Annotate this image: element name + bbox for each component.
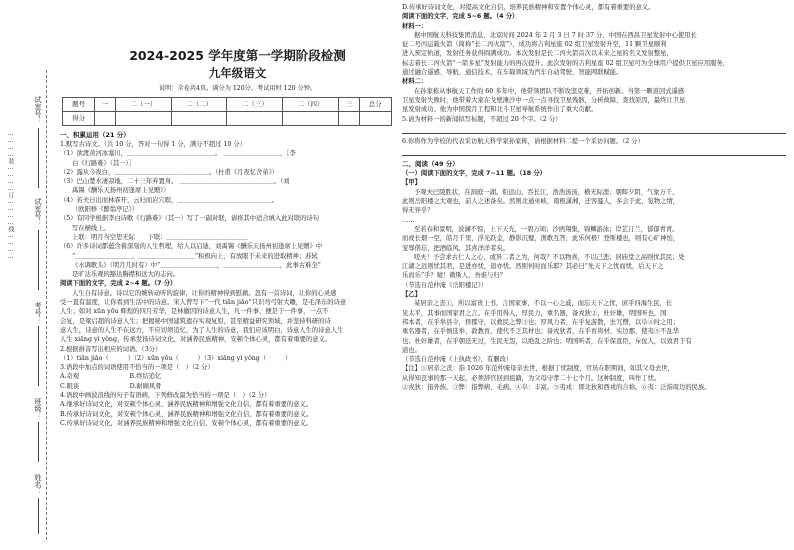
score-header-cell: 二（一）	[116, 98, 172, 112]
score-row-label: 得分	[63, 112, 95, 126]
answer-line[interactable]	[402, 148, 786, 156]
text-line: 据中国航天科技集团消息，北京时间 2024 年 2 月 3 日 7 时 37 分，中国在西昌卫星发射中心使用长	[414, 31, 697, 39]
text-line: （5）有同学根据李白诗歌《行路难》（其一）写了一副对联，请将其中适合填入此对联的诗句	[60, 215, 320, 223]
text-line: 在孙家栋从事航天工作的 60 多年中，他带领团队不断攻坚克难，开拓创新。当第一颗返回式遥感	[414, 87, 685, 95]
bind-rule	[38, 326, 39, 386]
bind-field-name: 姓名：	[34, 474, 42, 495]
binding-note: …………装…………订…………线…………	[7, 130, 14, 260]
text-line: 某居亲之丧①，所以富贵上书，言国家事，不以一心之戚，而忘天下之忧，庶乎四海生民，长	[414, 300, 673, 308]
score-table-score-row	[63, 112, 392, 126]
bind-rule	[38, 498, 39, 534]
section-heading: 一、积累运用（21 分）	[60, 131, 130, 139]
text-line: 3.语段中加点的词语使用不恰当的一项是（ ）（2 分）	[60, 364, 214, 372]
text-line: （节选自范仲淹《上执政书》，有删改）	[402, 356, 513, 364]
text-line: 征二号丙运载火箭（简称“长二丙火箭”），成功将吉利星座 02 组卫星发射升空，11 颗卫星顺利	[402, 41, 667, 49]
score-header-cell: 题号	[63, 98, 95, 112]
text-line: D.传承好诗词文化，对提高文化自信，培养民族精神和安置个体心灵，都有着重要的意义。	[402, 4, 655, 11]
score-entry-cell[interactable]	[171, 112, 227, 126]
text-line: （6）许多诗词都蕴含着深刻的人生哲理，给人以启迪，刘禹锡《酬乐天扬州初逢席上见赠》中	[60, 243, 323, 251]
score-entry-cell[interactable]	[95, 112, 116, 126]
question-heading: 阅读下面的文字，完成 5~6 题。（4 分）	[402, 13, 519, 21]
score-table-header-row	[63, 98, 392, 112]
text-line: 白《行路难》（其一）］	[72, 159, 135, 167]
question-heading: 材料一：	[402, 22, 428, 30]
bind-rule	[38, 230, 39, 290]
text-line: （3）巴山楚水凄凉地，二十三年弃置身。 ＿＿＿＿＿＿＿＿＿＿＿＿＿＿＿。（刘	[60, 178, 290, 186]
text-line: 【注】①居亲之丧：指 1026 年范仲淹母亲去世，根据丁忧制度，官员在职期间，如其父母去世，	[402, 365, 674, 373]
score-entry-cell[interactable]	[338, 112, 359, 126]
text-line: 是旷达乐观的豁达胸襟和远大的志向。	[72, 271, 180, 279]
text-line: 禹锡《酬乐天扬州初逢席上见赠》）	[72, 187, 170, 195]
text-line: （节选自范仲淹《岳阳楼记》）	[402, 281, 488, 289]
score-entry-cell[interactable]	[283, 112, 339, 126]
section-heading: 二、阅读（49 分）	[402, 160, 459, 169]
bind-field-room-2: 试室号：	[34, 198, 42, 226]
text-line: A.奇观 B.终结追忆	[60, 373, 162, 381]
question-heading: 【甲】	[402, 179, 421, 187]
text-line: 通过融合遥感、导航、通信技术，在车载领域为汽车自动驾驶、智能网联赋能。	[402, 69, 623, 77]
question-heading: 阅读下面的文字，完成 2~4 题。（7 分）	[60, 280, 177, 288]
text-line: 1.默写古诗文。（共 10 分，答对一句得 1 分，满分不超过 10 分）	[60, 141, 247, 148]
text-line: 会复，是梁启超的诗意人生；把揭秘中国建筑遗存实现复原，甚至精益研究领域，并坚持科研的诗	[60, 317, 331, 325]
text-line: ②戎狄：指外族。③弊：指弊病、毛病。④阜：丰富。⑤夷戎：即北狄和西戎的合称。⑥夷：泛指周边的民族。	[402, 383, 711, 391]
exam-title: 2024-2025 学年度第一学期阶段检测	[129, 48, 346, 63]
text-line: 上联：明月当空思无际 下联：＿＿＿＿＿＿＿＿＿＿＿＿＿	[72, 233, 249, 241]
score-entry-cell[interactable]	[359, 112, 391, 126]
score-header-cell: 总分	[359, 98, 391, 112]
text-line: （1）欲渡黄河冰塞川，＿＿＿＿＿＿＿＿＿＿＿＿＿＿。 ＿＿＿＿＿＿＿＿＿，［李	[60, 150, 296, 158]
text-line: 4.语段中画波浪线的句子有语病，下列修改最为恰当的一项是（ ）（2 分）	[60, 392, 271, 400]
score-header-cell: 二（四）	[283, 98, 339, 112]
answer-line[interactable]	[402, 126, 786, 134]
text-line: 6.你将作为学校的代表采访航天科学家孙家栋，请根据材料二提一个采访问题。（2 分）	[402, 137, 644, 145]
text-line: 5.请为材料一的新闻拟写标题，不超过 20 个字。（2 分）	[402, 115, 562, 123]
text-line: 宠辱偕忘，把酒临风，其喜洋洋者矣。	[402, 244, 510, 252]
text-line: 予观夫巴陵胜状，在洞庭一湖。衔远山，吞长江，浩浩汤汤，横无际涯；朝晖夕阴，气象万千，	[414, 188, 679, 196]
question-heading: （一）阅读下面的文字，完成 7~11 题。（18 分）	[402, 170, 546, 178]
text-line: 进入预定轨道，发射任务获得圆满成功。本次发射是长二丙火箭首次以未来之星的名义发射整星，	[402, 50, 673, 58]
text-line: （1）tiān jiāo（ ）（2）xūn yōu（ ）（3）xiāng yì yǒng（ ）	[60, 354, 292, 362]
text-line: 受一直有温度，让你看到生活中的诗意。宋人曾写下“一代 tiān jiāo”只识弯弓射大雕，是毛泽东的诗意	[60, 299, 347, 307]
text-line: C.眼谈 D.耐顾风骨	[60, 382, 162, 390]
bind-field-class: 班级：	[34, 398, 42, 419]
text-line: 写在横线上。	[72, 224, 110, 232]
bind-rule	[38, 128, 39, 188]
text-line: 得无异乎？	[402, 207, 434, 215]
score-entry-cell[interactable]	[227, 112, 283, 126]
question-heading: 【乙】	[402, 291, 421, 299]
text-line: 见太平，其事而国家君之言。在乎用得人，厚民力，重名器，备戎狄②，杜奸雄，明国听也，国	[402, 309, 667, 317]
score-header-cell: 一	[95, 98, 116, 112]
text-line: 至若春和景明，波澜不惊，上下天光，一碧万顷；沙鸥翔集，锦鳞游泳；岸芷汀兰，郁郁青青。	[414, 225, 679, 233]
text-line: 乐而乐”乎？噫！微斯人，吾谁与归？	[402, 272, 506, 280]
score-header-cell: 二（三）	[227, 98, 283, 112]
bind-rule	[38, 422, 39, 462]
text-line: 而或长烟一空，皓月千里，浮光跃金，静影沉璧，渔歌互答，此乐何极！登斯楼也，则有心旷神怡，	[402, 235, 680, 243]
text-line: B.传承好诗词文化，对安顿个体心灵、涵养民族精神和增强文化自信，都有着重要的意义。	[60, 410, 313, 418]
left-column	[60, 0, 395, 550]
text-line: C.传承好诗词文化，对涵养民族精神和增强文化自信、安顿个体心灵，都有着重要的意义。	[60, 419, 313, 427]
text-line: 从得知丧事的那一天起，必须辞官回到祖籍，为父母守孝二十七个月。这种制度，叫作丁忧。	[402, 374, 661, 382]
text-line: 邦本者，在乎举县令，择郡守，以救民之弊③也；厚风力者，在乎复游散，去冗僧，以阜④时之用；	[402, 318, 680, 326]
text-line: 道也。	[402, 346, 421, 354]
text-line: （2）露从今夜白，＿＿＿＿＿＿＿＿＿＿＿＿＿＿＿。（杜甫《月夜忆舍弟》）	[60, 168, 279, 176]
text-line: 江湖之远则忧其君，是进亦忧，退亦忧。然则何时而乐耶？其必曰“先天下之忧而忧，后天下之	[402, 263, 664, 271]
score-header-cell: 二（二）	[171, 98, 227, 112]
right-column	[402, 3, 786, 392]
text-line: 星发射成功。他为中国探月工程和北斗卫星导航系统作出了重大贡献。	[402, 106, 598, 114]
right-column-text	[402, 3, 786, 392]
text-line: 也；杜奸雄者，在乎朝廷无过，生民无怨，以绝乱之阶也；明国听者，在乎保直臣，斥佞人，以致君于有	[402, 337, 692, 345]
text-line: 人生；如对 xūn yōu 辉煌的四月芳华，是林徽因的诗意人生，凡一件事，便是于一件事，一点不	[60, 308, 329, 316]
text-line: 此则岳阳楼之大观也，前人之述备矣。然则北通巫峡，南极潇湘，迁客骚人，多会于此，览物之情，	[402, 198, 680, 206]
score-header-cell: 三	[338, 98, 359, 112]
cut-line	[46, 70, 47, 540]
bind-field-number: 考号：	[34, 302, 42, 323]
text-line: 2.根据拼音写出相应的词语。（3分）	[60, 345, 162, 353]
exam-instructions: 说明：全卷共4页，满分为 120分，考试用时 120 分钟。	[158, 85, 317, 92]
text-line: 卫星发射失败时，他带着大家在戈壁滩沙中一点一点寻找卫星残骸，分析故障，查找原因，最终让卫星	[402, 96, 686, 104]
binding-margin	[0, 70, 58, 540]
text-line: （4）若夫日出而林霏开，云归而岩穴暝，＿＿＿＿＿＿＿＿＿＿＿＿＿＿＿。	[60, 196, 279, 204]
text-line: 人生 xiāng yì yǒng，传承发扬诗词文化，对涵养民族精神，安顿个体心灵，都有着重要的意义。	[60, 336, 332, 344]
text-line: “＿＿＿＿＿＿＿＿＿，＿＿＿＿＿＿＿＿＿”积极向上，有放眼于未来的进取精神；苏轼	[72, 252, 318, 260]
question-heading: 材料二：	[402, 78, 428, 86]
exam-subject: 九年级语文	[208, 66, 267, 80]
text-line: （欧阳修《醉翁亭记》）	[72, 206, 139, 214]
score-entry-cell[interactable]	[116, 112, 172, 126]
text-line: ……	[402, 216, 415, 224]
bind-field-room: 试室号：	[34, 96, 42, 124]
text-line: 意人生，诗意的人生不在远方，不应切须追忆，为了人生的诗意，我们应该明白，诗意人生的诗意人生	[60, 326, 344, 334]
text-line: 嗟夫！予尝求古仁人之心，或异二者之为，何哉？不以物喜，不以己悲；居庙堂之高则忧其民；处	[414, 253, 685, 261]
score-table	[62, 97, 392, 126]
text-line: A.继承好诗词文化，对安顿个体心灵、涵养民族精神和增强文化自信，都有着重要的意义。	[60, 401, 313, 409]
text-line: 《水调歌头》（明月几时有）中“＿＿＿＿＿＿＿＿＿，＿＿＿＿＿＿＿＿＿，此事古难全”	[72, 261, 321, 269]
text-line: 重名器者，在乎慎选举、敦教育，使代不乏其材也；备戎狄者，在乎育将材、实边郡，使夷⑤不乱华	[402, 328, 680, 336]
text-line: 人生自有诗意。诗以它的婉转动听的旋律，让你的精神得到慰藉。忽有一首诗词，让你的心灵感	[72, 289, 337, 297]
left-column-text	[60, 130, 395, 428]
text-line: 标志着长二丙火箭“一箭多星”发射能力的再次提升。此次发射的吉利星座 02 组卫星可为全球用户提供卫星应用服务，	[402, 59, 730, 67]
